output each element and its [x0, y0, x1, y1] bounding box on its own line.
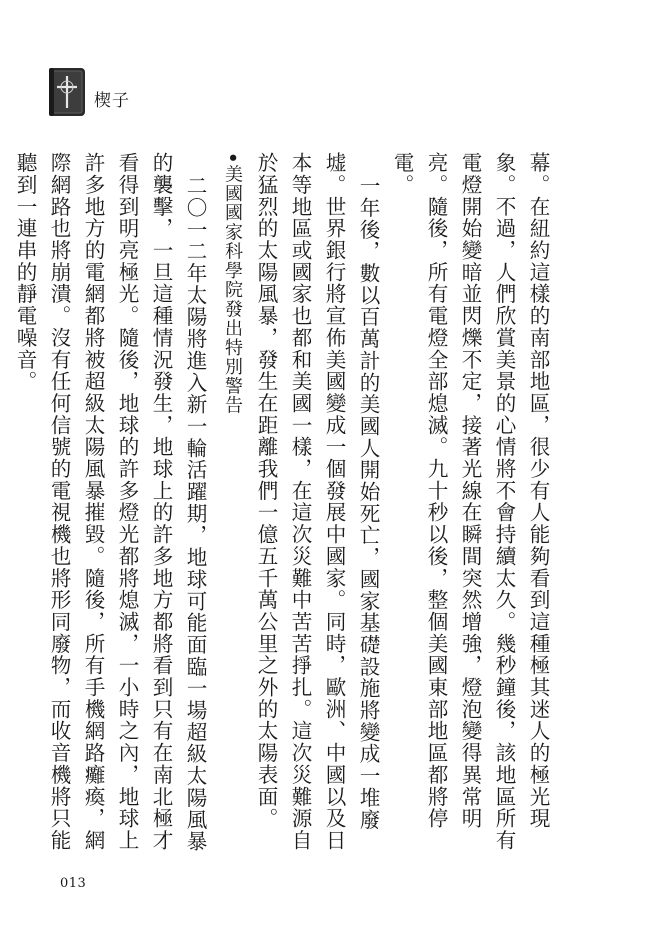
paragraph: 二〇一二年太陽將進入新一輪活躍期，地球可能面臨一場超級太陽風暴的襲擊，一旦這種情況發生，地球上的許多地方都將看到只有在南北極才看得到明亮極光。隨後，地球的許多燈光都將熄滅，一小時之內，地球上許多地方的電網都將被超級太陽風暴摧毀。隨後，所有手機網路癱瘓，網際網路也將崩潰。沒有任何信號的電視機也將形同廢物，而收音機將只能聽到一連串的靜電噪音。	[13, 152, 207, 853]
paragraph-continuation: 幕。在紐約這樣的南部地區，很少有人能夠看到這種極其迷人的極光現象。不過，人們欣賞美景的心情將不會持續太久。幾秒鐘後，該地區所有電燈開始變暗並閃爍不定，接著光線在瞬間突然增強，燈泡變得異常明亮。隨後，所有電燈全部熄滅。九十秒以後，整個美國東部地區都將停電。	[390, 152, 550, 852]
section-heading	[215, 152, 249, 872]
book-cross-icon	[46, 66, 88, 118]
page-header	[46, 66, 130, 118]
bullet-mark: •	[222, 152, 243, 165]
chapter-title: 楔子	[94, 90, 130, 111]
vertical-text-body	[13, 152, 555, 872]
section-heading-text: 美國國家科學院發出特別警告	[222, 164, 243, 416]
paragraph: 一年後，數以百萬計的美國人開始死亡，國家基礎設施將變成一堆廢墟。世界銀行將宣佈美國變成一個發展中國家。同時，歐洲、中國以及日本等地區或國家也都和美國一樣，在這次災難中苦苦掙扎。這次災難源自於猛烈的太陽風暴，發生在距離我們一億五千萬公里之外的太陽表面。	[254, 152, 380, 852]
page-number: 013	[60, 876, 87, 891]
